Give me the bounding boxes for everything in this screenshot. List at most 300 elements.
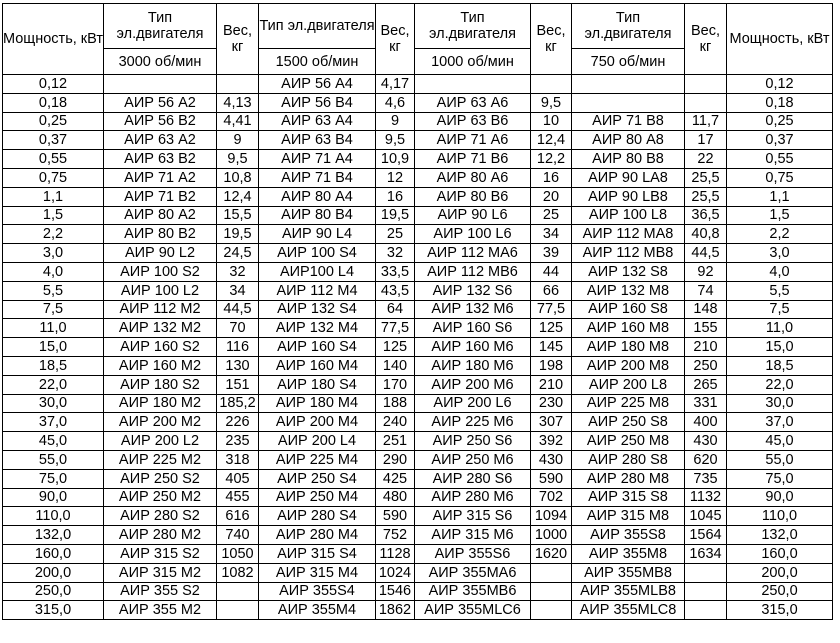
weight-cell-750: 1634 xyxy=(685,544,727,563)
type-cell-3000: АИР 225 М2 xyxy=(104,450,217,469)
weight-header-750: Вес, кг xyxy=(685,4,727,75)
weight-cell-1000 xyxy=(531,75,572,94)
type-cell-750: АИР 160 S8 xyxy=(572,300,685,319)
type-cell-1000: АИР 71 А6 xyxy=(415,131,531,150)
type-cell-750: АИР 80 В8 xyxy=(572,150,685,169)
weight-cell-1500: 25 xyxy=(376,225,415,244)
power-header-left: Мощность, кВт xyxy=(3,4,104,75)
type-cell-3000: АИР 250 М2 xyxy=(104,488,217,507)
type-cell-3000: АИР 63 В2 xyxy=(104,150,217,169)
weight-cell-1000: 16 xyxy=(531,168,572,187)
type-cell-1500: АИР 280 М4 xyxy=(259,526,376,545)
type-cell-3000: АИР 160 S2 xyxy=(104,338,217,357)
weight-cell-3000: 12,4 xyxy=(217,187,259,206)
power-cell-right: 37,0 xyxy=(727,413,833,432)
type-cell-3000: АИР 250 S2 xyxy=(104,469,217,488)
type-cell-1000: АИР 200 L6 xyxy=(415,394,531,413)
table-row xyxy=(3,262,833,281)
weight-cell-1000: 39 xyxy=(531,244,572,263)
power-cell: 200,0 xyxy=(3,563,104,582)
type-cell-1500: АИР 280 S4 xyxy=(259,507,376,526)
type-header-1000: Тип эл.двигателя xyxy=(415,4,531,49)
type-cell-3000: АИР 90 L2 xyxy=(104,244,217,263)
type-cell-1500: АИР 71 А4 xyxy=(259,150,376,169)
weight-header-1000: Вес, кг xyxy=(531,4,572,75)
power-cell-right: 11,0 xyxy=(727,319,833,338)
power-cell-right: 160,0 xyxy=(727,544,833,563)
speed-header-3000: 3000 об/мин xyxy=(104,49,217,75)
weight-cell-3000: 1082 xyxy=(217,563,259,582)
table-row xyxy=(3,319,833,338)
weight-cell-750: 265 xyxy=(685,375,727,394)
type-cell-1500: АИР 71 В4 xyxy=(259,168,376,187)
type-cell-1000: АИР 63 В6 xyxy=(415,112,531,131)
table-row xyxy=(3,544,833,563)
table-row xyxy=(3,168,833,187)
type-cell-1500: АИР 132 S4 xyxy=(259,300,376,319)
type-cell-1000: АИР 355S6 xyxy=(415,544,531,563)
type-cell-1500: АИР 225 М4 xyxy=(259,450,376,469)
weight-cell-1500: 251 xyxy=(376,432,415,451)
type-cell-1500: АИР 56 В4 xyxy=(259,93,376,112)
type-cell-750: АИР 200 М8 xyxy=(572,356,685,375)
weight-cell-750: 155 xyxy=(685,319,727,338)
weight-cell-1500: 170 xyxy=(376,375,415,394)
weight-cell-1500: 32 xyxy=(376,244,415,263)
weight-cell-1500: 240 xyxy=(376,413,415,432)
type-cell-750: АИР 355MLC8 xyxy=(572,601,685,620)
type-cell-1500: АИР 250 М4 xyxy=(259,488,376,507)
type-cell-1500: АИР 90 L4 xyxy=(259,225,376,244)
type-cell-750: АИР 80 А8 xyxy=(572,131,685,150)
type-cell-750: АИР 280 S8 xyxy=(572,450,685,469)
power-cell: 160,0 xyxy=(3,544,104,563)
type-cell-3000: АИР 280 S2 xyxy=(104,507,217,526)
type-cell-1000: АИР 180 М6 xyxy=(415,356,531,375)
type-cell-750: АИР 200 L8 xyxy=(572,375,685,394)
type-cell-750: АИР 90 LB8 xyxy=(572,187,685,206)
weight-cell-750: 148 xyxy=(685,300,727,319)
power-cell-right: 0,75 xyxy=(727,168,833,187)
table-row xyxy=(3,338,833,357)
power-cell: 7,5 xyxy=(3,300,104,319)
weight-cell-750: 40,8 xyxy=(685,225,727,244)
power-cell-right: 0,25 xyxy=(727,112,833,131)
type-cell-750: АИР 112 МВ8 xyxy=(572,244,685,263)
type-cell-3000: АИР 280 М2 xyxy=(104,526,217,545)
weight-cell-1500: 425 xyxy=(376,469,415,488)
power-cell: 22,0 xyxy=(3,375,104,394)
power-cell-right: 250,0 xyxy=(727,582,833,601)
power-cell: 18,5 xyxy=(3,356,104,375)
weight-cell-1500: 752 xyxy=(376,526,415,545)
weight-cell-750: 400 xyxy=(685,413,727,432)
weight-cell-3000: 4,13 xyxy=(217,93,259,112)
type-cell-1500: АИР 160 S4 xyxy=(259,338,376,357)
weight-cell-1500: 16 xyxy=(376,187,415,206)
table-row xyxy=(3,432,833,451)
power-cell: 315,0 xyxy=(3,601,104,620)
table-row xyxy=(3,507,833,526)
type-cell-750 xyxy=(572,93,685,112)
weight-cell-1500: 43,5 xyxy=(376,281,415,300)
weight-cell-1500: 188 xyxy=(376,394,415,413)
weight-cell-3000: 226 xyxy=(217,413,259,432)
weight-cell-1500: 10,9 xyxy=(376,150,415,169)
type-cell-1000: АИР 63 А6 xyxy=(415,93,531,112)
weight-cell-3000: 235 xyxy=(217,432,259,451)
weight-cell-750: 74 xyxy=(685,281,727,300)
weight-cell-1000: 307 xyxy=(531,413,572,432)
weight-cell-3000: 9 xyxy=(217,131,259,150)
table-row xyxy=(3,150,833,169)
type-cell-1000: АИР 80 В6 xyxy=(415,187,531,206)
type-cell-3000: АИР 71 А2 xyxy=(104,168,217,187)
power-cell: 30,0 xyxy=(3,394,104,413)
table-row xyxy=(3,244,833,263)
weight-cell-3000: 32 xyxy=(217,262,259,281)
power-cell: 110,0 xyxy=(3,507,104,526)
power-cell: 250,0 xyxy=(3,582,104,601)
weight-cell-750: 1132 xyxy=(685,488,727,507)
power-cell-right: 110,0 xyxy=(727,507,833,526)
weight-cell-3000: 740 xyxy=(217,526,259,545)
type-cell-1500: АИР 250 S4 xyxy=(259,469,376,488)
weight-cell-750: 22 xyxy=(685,150,727,169)
type-cell-1000: АИР 355МА6 xyxy=(415,563,531,582)
weight-cell-1000: 12,2 xyxy=(531,150,572,169)
type-cell-3000: АИР 56 В2 xyxy=(104,112,217,131)
type-cell-1000: АИР 100 L6 xyxy=(415,225,531,244)
power-cell-right: 315,0 xyxy=(727,601,833,620)
table-body xyxy=(3,75,833,620)
weight-cell-750: 17 xyxy=(685,131,727,150)
power-header-right: Мощность, кВт xyxy=(727,4,833,75)
weight-cell-1500: 77,5 xyxy=(376,319,415,338)
type-cell-750: АИР 225 М8 xyxy=(572,394,685,413)
weight-cell-1500: 125 xyxy=(376,338,415,357)
type-cell-1500: АИР 80 В4 xyxy=(259,206,376,225)
motor-spec-table xyxy=(2,3,833,620)
weight-cell-750 xyxy=(685,563,727,582)
table-row xyxy=(3,413,833,432)
power-cell-right: 55,0 xyxy=(727,450,833,469)
type-cell-1500: АИР100 L4 xyxy=(259,262,376,281)
type-cell-1000: АИР 280 S6 xyxy=(415,469,531,488)
type-cell-1000: АИР 80 А6 xyxy=(415,168,531,187)
type-cell-1000: АИР 200 М6 xyxy=(415,375,531,394)
power-cell-right: 200,0 xyxy=(727,563,833,582)
type-cell-3000: АИР 80 В2 xyxy=(104,225,217,244)
weight-cell-3000: 34 xyxy=(217,281,259,300)
type-cell-750: АИР 100 L8 xyxy=(572,206,685,225)
weight-cell-3000: 10,8 xyxy=(217,168,259,187)
power-cell-right: 132,0 xyxy=(727,526,833,545)
weight-cell-3000: 185,2 xyxy=(217,394,259,413)
weight-cell-1000: 12,4 xyxy=(531,131,572,150)
power-cell-right: 0,55 xyxy=(727,150,833,169)
weight-cell-1000: 77,5 xyxy=(531,300,572,319)
type-cell-3000: АИР 132 М2 xyxy=(104,319,217,338)
type-header-750: Тип эл.двигателя xyxy=(572,4,685,49)
type-cell-1000: АИР 90 L6 xyxy=(415,206,531,225)
power-cell: 2,2 xyxy=(3,225,104,244)
weight-cell-750 xyxy=(685,582,727,601)
weight-cell-1000: 125 xyxy=(531,319,572,338)
table-row xyxy=(3,281,833,300)
table-row xyxy=(3,526,833,545)
type-cell-1500: АИР 180 М4 xyxy=(259,394,376,413)
weight-header-3000: Вес, кг xyxy=(217,4,259,75)
power-cell: 0,75 xyxy=(3,168,104,187)
table-row xyxy=(3,375,833,394)
power-cell: 37,0 xyxy=(3,413,104,432)
type-cell-3000: АИР 315 S2 xyxy=(104,544,217,563)
table-row xyxy=(3,356,833,375)
power-cell: 1,1 xyxy=(3,187,104,206)
weight-cell-1500: 480 xyxy=(376,488,415,507)
weight-cell-750 xyxy=(685,601,727,620)
weight-cell-1000: 1000 xyxy=(531,526,572,545)
type-cell-750: АИР 180 М8 xyxy=(572,338,685,357)
type-cell-750: АИР 355МВ8 xyxy=(572,563,685,582)
weight-cell-1000: 230 xyxy=(531,394,572,413)
power-cell: 45,0 xyxy=(3,432,104,451)
weight-cell-3000: 70 xyxy=(217,319,259,338)
type-cell-1000: АИР 132 М6 xyxy=(415,300,531,319)
power-cell-right: 0,37 xyxy=(727,131,833,150)
weight-cell-1000: 25 xyxy=(531,206,572,225)
weight-cell-750: 620 xyxy=(685,450,727,469)
weight-cell-1000 xyxy=(531,601,572,620)
weight-cell-1500: 9,5 xyxy=(376,131,415,150)
power-cell-right: 15,0 xyxy=(727,338,833,357)
weight-cell-1500: 1024 xyxy=(376,563,415,582)
type-cell-750: АИР 250 М8 xyxy=(572,432,685,451)
weight-cell-750: 210 xyxy=(685,338,727,357)
type-cell-3000: АИР 80 А2 xyxy=(104,206,217,225)
weight-cell-1000: 430 xyxy=(531,450,572,469)
power-cell: 0,18 xyxy=(3,93,104,112)
type-cell-3000: АИР 63 А2 xyxy=(104,131,217,150)
type-cell-1500: АИР 56 А4 xyxy=(259,75,376,94)
power-cell-right: 7,5 xyxy=(727,300,833,319)
type-cell-1500: АИР 112 М4 xyxy=(259,281,376,300)
table-row xyxy=(3,300,833,319)
weight-cell-750: 1045 xyxy=(685,507,727,526)
power-cell: 1,5 xyxy=(3,206,104,225)
power-cell-right: 90,0 xyxy=(727,488,833,507)
weight-cell-750: 430 xyxy=(685,432,727,451)
weight-cell-1000 xyxy=(531,563,572,582)
power-cell-right: 45,0 xyxy=(727,432,833,451)
weight-cell-1500: 4,17 xyxy=(376,75,415,94)
weight-cell-750: 11,7 xyxy=(685,112,727,131)
weight-cell-1000: 210 xyxy=(531,375,572,394)
power-cell: 90,0 xyxy=(3,488,104,507)
weight-header-1500: Вес, кг xyxy=(376,4,415,75)
weight-cell-1000: 20 xyxy=(531,187,572,206)
weight-cell-1000: 198 xyxy=(531,356,572,375)
weight-cell-1000: 34 xyxy=(531,225,572,244)
type-cell-3000: АИР 180 S2 xyxy=(104,375,217,394)
weight-cell-3000: 455 xyxy=(217,488,259,507)
type-header-1500: Тип эл.двигателя xyxy=(259,4,376,49)
weight-cell-1000: 1094 xyxy=(531,507,572,526)
type-cell-3000: АИР 355 S2 xyxy=(104,582,217,601)
weight-cell-1000 xyxy=(531,582,572,601)
type-cell-1500: АИР 180 S4 xyxy=(259,375,376,394)
power-cell-right: 4,0 xyxy=(727,262,833,281)
power-cell: 3,0 xyxy=(3,244,104,263)
weight-cell-1000: 66 xyxy=(531,281,572,300)
type-cell-1500: АИР 63 В4 xyxy=(259,131,376,150)
type-cell-3000: АИР 355 М2 xyxy=(104,601,217,620)
weight-cell-750: 36,5 xyxy=(685,206,727,225)
weight-cell-3000 xyxy=(217,582,259,601)
power-cell-right: 5,5 xyxy=(727,281,833,300)
type-cell-1000: АИР 315 М6 xyxy=(415,526,531,545)
table-container xyxy=(2,3,833,620)
table-row xyxy=(3,187,833,206)
weight-cell-750: 25,5 xyxy=(685,187,727,206)
weight-cell-1500: 290 xyxy=(376,450,415,469)
table-row xyxy=(3,488,833,507)
weight-cell-1500: 64 xyxy=(376,300,415,319)
power-cell: 0,37 xyxy=(3,131,104,150)
weight-cell-3000: 1050 xyxy=(217,544,259,563)
weight-cell-3000: 44,5 xyxy=(217,300,259,319)
table-row xyxy=(3,394,833,413)
type-cell-3000 xyxy=(104,75,217,94)
type-cell-750: АИР 90 LA8 xyxy=(572,168,685,187)
type-cell-1000: АИР 112 МВ6 xyxy=(415,262,531,281)
power-cell: 11,0 xyxy=(3,319,104,338)
type-cell-1000 xyxy=(415,75,531,94)
type-cell-750: АИР 355М8 xyxy=(572,544,685,563)
type-cell-1000: АИР 160 М6 xyxy=(415,338,531,357)
type-cell-1000: АИР 225 М6 xyxy=(415,413,531,432)
weight-cell-3000: 116 xyxy=(217,338,259,357)
power-cell-right: 30,0 xyxy=(727,394,833,413)
power-cell-right: 0,12 xyxy=(727,75,833,94)
type-cell-1500: АИР 200 L4 xyxy=(259,432,376,451)
header-row-main xyxy=(3,4,833,49)
type-cell-1500: АИР 132 М4 xyxy=(259,319,376,338)
type-cell-1500: АИР 160 М4 xyxy=(259,356,376,375)
power-cell: 15,0 xyxy=(3,338,104,357)
weight-cell-750: 735 xyxy=(685,469,727,488)
type-cell-750: АИР 315 S8 xyxy=(572,488,685,507)
table-row xyxy=(3,206,833,225)
type-cell-3000: АИР 56 А2 xyxy=(104,93,217,112)
weight-cell-1000: 590 xyxy=(531,469,572,488)
weight-cell-750: 44,5 xyxy=(685,244,727,263)
type-cell-1500: АИР 315 М4 xyxy=(259,563,376,582)
type-cell-750: АИР 132 S8 xyxy=(572,262,685,281)
type-cell-1000: АИР 315 S6 xyxy=(415,507,531,526)
type-cell-750: АИР 160 М8 xyxy=(572,319,685,338)
type-cell-750: АИР 355MLB8 xyxy=(572,582,685,601)
weight-cell-3000: 24,5 xyxy=(217,244,259,263)
type-cell-1000: АИР 160 S6 xyxy=(415,319,531,338)
type-cell-750 xyxy=(572,75,685,94)
weight-cell-1500: 4,6 xyxy=(376,93,415,112)
table-row xyxy=(3,75,833,94)
weight-cell-3000: 318 xyxy=(217,450,259,469)
table-row xyxy=(3,563,833,582)
table-row xyxy=(3,131,833,150)
type-cell-3000: АИР 180 М2 xyxy=(104,394,217,413)
type-cell-3000: АИР 160 М2 xyxy=(104,356,217,375)
type-cell-3000: АИР 100 S2 xyxy=(104,262,217,281)
type-cell-750: АИР 112 МА8 xyxy=(572,225,685,244)
type-cell-750: АИР 250 S8 xyxy=(572,413,685,432)
type-cell-1000: АИР 71 В6 xyxy=(415,150,531,169)
weight-cell-1000: 44 xyxy=(531,262,572,281)
type-cell-1000: АИР 132 S6 xyxy=(415,281,531,300)
weight-cell-3000: 9,5 xyxy=(217,150,259,169)
weight-cell-3000: 4,41 xyxy=(217,112,259,131)
power-cell: 132,0 xyxy=(3,526,104,545)
weight-cell-1000: 145 xyxy=(531,338,572,357)
type-cell-750: АИР 132 М8 xyxy=(572,281,685,300)
weight-cell-1500: 33,5 xyxy=(376,262,415,281)
weight-cell-750: 92 xyxy=(685,262,727,281)
table-row xyxy=(3,582,833,601)
weight-cell-1000: 392 xyxy=(531,432,572,451)
type-cell-1500: АИР 80 А4 xyxy=(259,187,376,206)
weight-cell-1500: 1862 xyxy=(376,601,415,620)
power-cell: 0,55 xyxy=(3,150,104,169)
table-row xyxy=(3,450,833,469)
weight-cell-1000: 10 xyxy=(531,112,572,131)
power-cell-right: 2,2 xyxy=(727,225,833,244)
table-row xyxy=(3,112,833,131)
speed-header-1000: 1000 об/мин xyxy=(415,49,531,75)
table-row xyxy=(3,601,833,620)
power-cell: 0,12 xyxy=(3,75,104,94)
weight-cell-1500: 1546 xyxy=(376,582,415,601)
weight-cell-750: 1564 xyxy=(685,526,727,545)
power-cell: 4,0 xyxy=(3,262,104,281)
type-cell-1500: АИР 355S4 xyxy=(259,582,376,601)
weight-cell-750 xyxy=(685,75,727,94)
weight-cell-1500: 1128 xyxy=(376,544,415,563)
weight-cell-3000: 616 xyxy=(217,507,259,526)
type-cell-3000: АИР 315 М2 xyxy=(104,563,217,582)
weight-cell-1000: 9,5 xyxy=(531,93,572,112)
speed-header-750: 750 об/мин xyxy=(572,49,685,75)
type-cell-1500: АИР 63 А4 xyxy=(259,112,376,131)
power-cell: 0,25 xyxy=(3,112,104,131)
weight-cell-750: 250 xyxy=(685,356,727,375)
type-cell-3000: АИР 200 L2 xyxy=(104,432,217,451)
weight-cell-750: 25,5 xyxy=(685,168,727,187)
type-cell-1000: АИР 355МВ6 xyxy=(415,582,531,601)
power-cell: 75,0 xyxy=(3,469,104,488)
weight-cell-1500: 140 xyxy=(376,356,415,375)
power-cell-right: 1,1 xyxy=(727,187,833,206)
type-cell-750: АИР 315 М8 xyxy=(572,507,685,526)
type-cell-1500: АИР 355М4 xyxy=(259,601,376,620)
weight-cell-3000 xyxy=(217,75,259,94)
type-cell-3000: АИР 71 В2 xyxy=(104,187,217,206)
weight-cell-1000: 702 xyxy=(531,488,572,507)
type-cell-1000: АИР 250 М6 xyxy=(415,450,531,469)
power-cell-right: 3,0 xyxy=(727,244,833,263)
power-cell-right: 22,0 xyxy=(727,375,833,394)
